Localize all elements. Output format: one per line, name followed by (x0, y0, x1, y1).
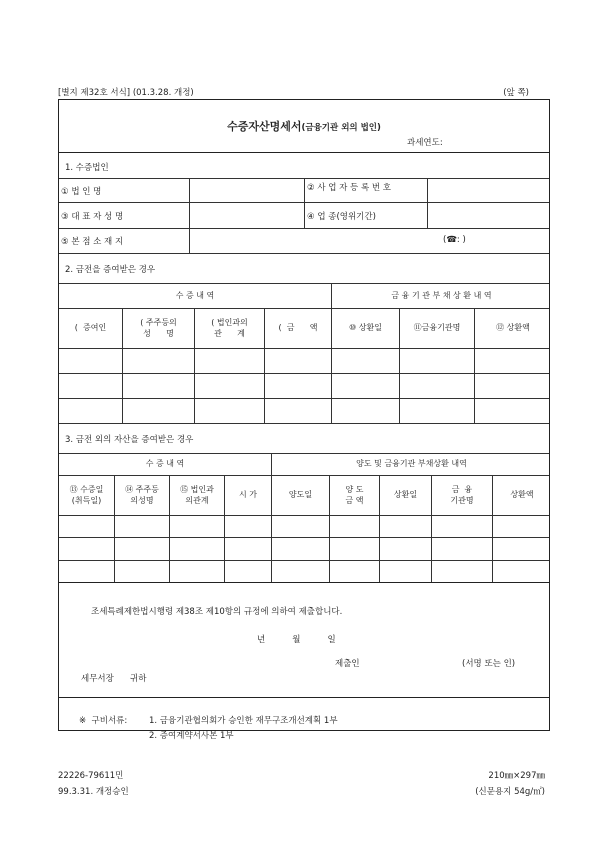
s2-group-left: 수 증 내 역 (175, 290, 215, 300)
s2-col-donor: ( 증여인 (74, 323, 107, 333)
s2-col-shareholder: ( 주주등의 성 명 (140, 317, 177, 338)
s3-table-row[interactable] (59, 516, 551, 537)
s3-group-left: 수 증 내 역 (145, 459, 185, 469)
approval-date: 99.3.31. 개정승인 (58, 787, 129, 797)
s2-group-right: 금 융 기 관 부 채 상 환 내 역 (391, 290, 492, 300)
signature-field[interactable]: (서명 또는 인) (462, 659, 516, 669)
corp-name-label: ① 법 인 명 (61, 187, 102, 197)
s2-table-row[interactable] (59, 399, 551, 423)
s3-col-transfer-date: 양도일 (288, 490, 313, 500)
s2-col-amount: ( 금 액 (278, 323, 318, 333)
biz-no-field[interactable] (428, 179, 550, 201)
s3-col-relation: ⑮ 법인과 의관계 (180, 484, 214, 505)
form-ref: [별지 제32호 서식] (01.3.28. 개정) (58, 88, 194, 98)
form-title-sub: (금융기관 외의 법인) (301, 123, 381, 133)
declaration-statement: 조세특례제한법시행령 제38조 제10항의 규정에 의하여 제출합니다. (91, 607, 343, 617)
tax-year-label: 과세연도: (407, 138, 443, 148)
recipient: 세무서장 귀하 (81, 674, 147, 684)
submitter-label: 제출인 (335, 659, 360, 669)
s3-col-repay-date: 상환일 (393, 490, 418, 500)
rep-name-field[interactable] (190, 203, 303, 227)
section1-heading: 1. 수증법인 (65, 163, 109, 173)
s3-table-row[interactable] (59, 561, 551, 582)
phone-field[interactable]: (☎: ) (443, 235, 466, 245)
form-body (58, 99, 550, 741)
s2-table-row[interactable] (59, 374, 551, 398)
s2-col-institution: ⑪금융기관명 (413, 323, 461, 333)
s2-col-relation: ( 법인과의 관 계 (211, 317, 248, 338)
biz-no-label: ② 사 업 자 등 록 번 호 (307, 183, 392, 193)
form-title (59, 118, 549, 134)
page-side: (앞 쪽) (503, 88, 529, 98)
s3-table-row[interactable] (59, 538, 551, 560)
hq-addr-field[interactable] (190, 229, 440, 252)
attachment-item-1: 1. 금융기관협의회가 승인한 재무구조개선계획 1부 (149, 716, 338, 726)
s3-col-institution: 금 융 기관명 (450, 484, 474, 505)
s2-col-repay-date: ⑩ 상환일 (349, 323, 382, 333)
section3-heading: 3. 금전 외의 자산을 증여받은 경우 (65, 435, 194, 445)
s3-group-right: 양도 및 금융기관 부채상환 내역 (356, 459, 467, 469)
s3-col-repay-amount: 상환액 (510, 490, 534, 500)
s3-col-market-value: 시 가 (239, 490, 257, 500)
section2-heading: 2. 금전을 증여받은 경우 (65, 265, 156, 275)
business-field[interactable] (428, 203, 550, 227)
s3-col-receive-date: ⑬ 수증일 (취득일) (69, 484, 104, 505)
paper-size: 210㎜×297㎜ (488, 771, 545, 781)
s2-table-row[interactable] (59, 349, 551, 373)
attachment-item-2: 2. 증여계약서사본 1부 (149, 731, 234, 741)
declaration-date[interactable]: 년 월 일 (257, 635, 336, 645)
hq-addr-label: ⑤ 본 점 소 재 지 (61, 237, 124, 247)
form-code: 22226-79611민 (58, 771, 124, 781)
rep-name-label: ③ 대 표 자 성 명 (61, 212, 124, 222)
s3-col-shareholder: ⑭ 주주등 의성명 (125, 484, 159, 505)
form-header (58, 86, 537, 100)
paper-type: (신문용지 54g/㎡) (475, 787, 545, 797)
business-label: ④ 업 종(영위기간) (307, 212, 376, 222)
attachments-label: ※ 구비서류: (79, 716, 128, 726)
corp-name-field[interactable] (190, 179, 303, 201)
form-title-main: 수증자산명세서 (227, 120, 302, 133)
s2-col-repay-amount: ⑫ 상환액 (496, 323, 530, 333)
s3-col-transfer-amount: 양 도 금 액 (345, 484, 364, 505)
